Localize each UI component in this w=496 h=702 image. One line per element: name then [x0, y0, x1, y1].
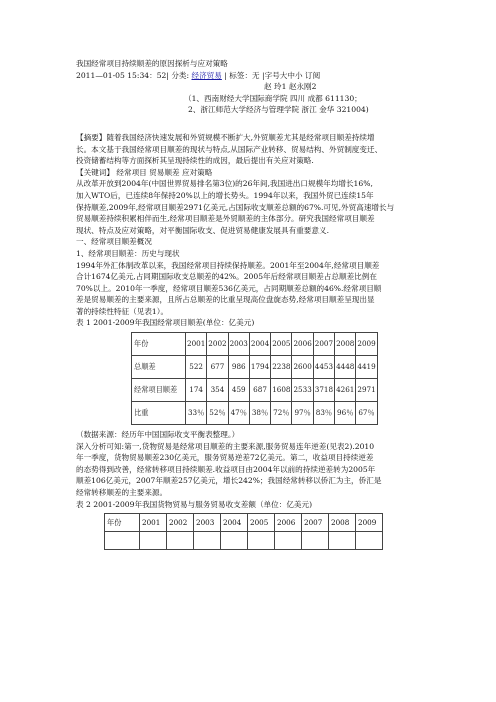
- table-cell: 986: [228, 356, 249, 379]
- paragraph-line: 年一季度，货物贸易顺差230亿美元，服务贸易逆差72亿美元。第二，收益项目持续逆差: [76, 453, 374, 463]
- authors: 赵 玲1 赵永刚2: [264, 82, 317, 92]
- table-cell: [329, 532, 356, 550]
- abstract-line: 【摘要】随着我国经济快速发展和外贸规模不断扩大,外贸顺差尤其是经常项目顺差持续增: [76, 132, 375, 142]
- year-cell: 2002: [167, 514, 194, 532]
- post-meta: [76, 70, 422, 82]
- table-cell: 459: [228, 379, 249, 402]
- paragraph-line: 著的持续性特征（见表1）。: [76, 306, 169, 316]
- abstract-line: 投资储蓄结构等方面探析其呈现持续性的成因，最后提出有关应对策略.: [76, 156, 314, 166]
- year-cell: 2004: [249, 333, 270, 356]
- paragraph-line: 70%以上。2010年一季度，经常项目顺差536亿美元，占同期顺差总额的46%.经常项目顺: [76, 283, 382, 293]
- table-cell: [302, 532, 329, 550]
- table1: [131, 332, 378, 425]
- year-cell: 2002: [207, 333, 228, 356]
- table-row: [132, 356, 378, 379]
- year-cell: 2009: [356, 333, 377, 356]
- paragraph-line: 差是贸易顺差的主要来源，且所占总顺差的比重呈现高位盘旋态势,经常项目顺差呈现出显: [76, 295, 375, 305]
- table1-caption: 表 1 2001-2009年我国经常项目顺差(单位：亿美元): [76, 318, 255, 328]
- table-header-row: [105, 514, 383, 532]
- subsection-heading: 1、经常项目顺差：历史与现状: [76, 248, 180, 258]
- table-cell: 4448: [335, 356, 356, 379]
- year-cell: 2003: [228, 333, 249, 356]
- table-cell: 83％: [313, 402, 334, 425]
- paragraph-line: 加入WTO后，已连续8年保持20%以上的增长势头。1994年以来，我国外贸已连续15年: [76, 190, 374, 200]
- table-cell: [248, 532, 275, 550]
- paragraph-line: 深入分析可知:第一,货物贸易是经常项目顺差的主要来源,服务贸易连年逆差(见表2).2010: [76, 441, 375, 451]
- table-cell: 3718: [313, 379, 334, 402]
- table-row: [132, 402, 378, 425]
- paragraph-line: 贸易顺差持续积累相伴而生,经常项目顺差是外贸顺差的主体部分。研究我国经常项目顺差: [76, 214, 375, 224]
- table-row: [132, 379, 378, 402]
- year-cell: 2006: [292, 333, 313, 356]
- table-cell: 2971: [356, 379, 377, 402]
- keywords: 【关键词】 经常项目 贸易顺差 应对策略: [76, 167, 213, 177]
- table-cell: 1794: [249, 356, 270, 379]
- year-cell: 2001: [140, 514, 167, 532]
- paragraph-line: 现状、特点及应对策略，对平衡国际收支、促进贸易健康发展具有重要意义.: [76, 225, 330, 235]
- section-heading: 一、经常项目顺差概况: [76, 237, 152, 247]
- abstract-line: 长。本文基于我国经常项目顺差的现状与特点,从国际产业转移、贸易结构、外贸制度变迁、: [76, 144, 383, 154]
- post-tags: | 标签：无 |字号大中小 订阅: [221, 70, 321, 80]
- paragraph-line: 1994年外汇体制改革以来，我国经常项目持续保持顺差。2001年至2004年,经常项目顺差: [76, 260, 380, 270]
- table-header-cell: 年份: [132, 333, 186, 356]
- year-cell: 2004: [221, 514, 248, 532]
- row-label: 总顺差: [132, 356, 186, 379]
- paragraph-line: 保持顺差,2009年,经常项目顺差2971亿美元,占国际收支顺差总额的67%.可见,外贸高速增长与: [76, 202, 395, 212]
- year-cell: 2008: [329, 514, 356, 532]
- table-cell: 4453: [313, 356, 334, 379]
- table-cell: [105, 532, 140, 550]
- table-cell: 4419: [356, 356, 377, 379]
- year-cell: 2006: [275, 514, 302, 532]
- body-paragraph: [76, 260, 422, 318]
- paragraph-line: 合计1674亿美元,占同期国际收支总顺差的42%。2005年后经常项目顺差占总顺差比例在: [76, 272, 377, 282]
- table-cell: 687: [249, 379, 270, 402]
- table-cell: 522: [186, 356, 207, 379]
- article-title: 我国经常项目持续顺差的原因探析与应对策略: [76, 59, 228, 68]
- year-cell: 2003: [194, 514, 221, 532]
- table-cell: 38％: [249, 402, 270, 425]
- year-cell: 2001: [186, 333, 207, 356]
- body-paragraph: [76, 441, 422, 499]
- table-cell: [194, 532, 221, 550]
- table-cell: [275, 532, 302, 550]
- source-note: （数据来源：经历年中国国际收支平衡表整理。）: [76, 430, 240, 440]
- table-cell: 96％: [335, 402, 356, 425]
- table-cell: 72％: [271, 402, 292, 425]
- paragraph-line: 的态势得到改善，经常转移项目持续顺差.收益项目由2004年以前的持续逆差转为2005年: [76, 464, 376, 474]
- table-cell: 677: [207, 356, 228, 379]
- row-label: 比重: [132, 402, 186, 425]
- table-cell: 33％: [186, 402, 207, 425]
- year-cell: 2009: [356, 514, 383, 532]
- year-cell: 2005: [248, 514, 275, 532]
- table2-caption: 表 2 2001-2009年我国货物贸易与服务贸易收支差额（单位：亿美元): [76, 499, 313, 509]
- table-cell: 354: [207, 379, 228, 402]
- table-row: [105, 532, 383, 550]
- row-label: 经常项目顺差: [132, 379, 186, 402]
- year-cell: 2007: [302, 514, 329, 532]
- table-cell: 97％: [292, 402, 313, 425]
- table-cell: [167, 532, 194, 550]
- affiliation-2: 2、浙江师范大学经济与管理学院 浙江 金华 321004): [188, 105, 369, 115]
- table-cell: 2533: [292, 379, 313, 402]
- table-cell: 47％: [228, 402, 249, 425]
- table-cell: 67％: [356, 402, 377, 425]
- table-header-cell: 年份: [105, 514, 140, 532]
- table-cell: 4261: [335, 379, 356, 402]
- document-page: [76, 58, 422, 550]
- table-cell: 2238: [271, 356, 292, 379]
- category-link[interactable]: 经济贸易: [191, 70, 222, 80]
- paragraph-line: 从改革开放到2004年(中国世界贸易排名第3位)的26年间,我国进出口规模年均增长16%,: [76, 179, 373, 189]
- table-cell: 2600: [292, 356, 313, 379]
- table-cell: [140, 532, 167, 550]
- affiliation-1: （1、西南财经大学国际商学院 四川 成都 611130；: [184, 93, 362, 103]
- table-cell: [221, 532, 248, 550]
- year-cell: 2008: [335, 333, 356, 356]
- intro-paragraph: [76, 178, 422, 236]
- table-cell: 1608: [271, 379, 292, 402]
- table-header-row: [132, 333, 378, 356]
- table-cell: [356, 532, 383, 550]
- table-cell: 174: [186, 379, 207, 402]
- table-cell: 52％: [207, 402, 228, 425]
- post-date: 2011—01-05 15:34：52| 分类:: [76, 70, 192, 80]
- paragraph-line: 经常转移顺差的主要来源。: [76, 488, 168, 498]
- year-cell: 2007: [313, 333, 334, 356]
- paragraph-line: 顺差106亿美元，2007年顺差257亿美元，增长242%；我国经常转移以侨汇为主，侨汇是: [76, 476, 382, 486]
- abstract: [76, 132, 422, 167]
- year-cell: 2005: [271, 333, 292, 356]
- table2: [104, 513, 383, 550]
